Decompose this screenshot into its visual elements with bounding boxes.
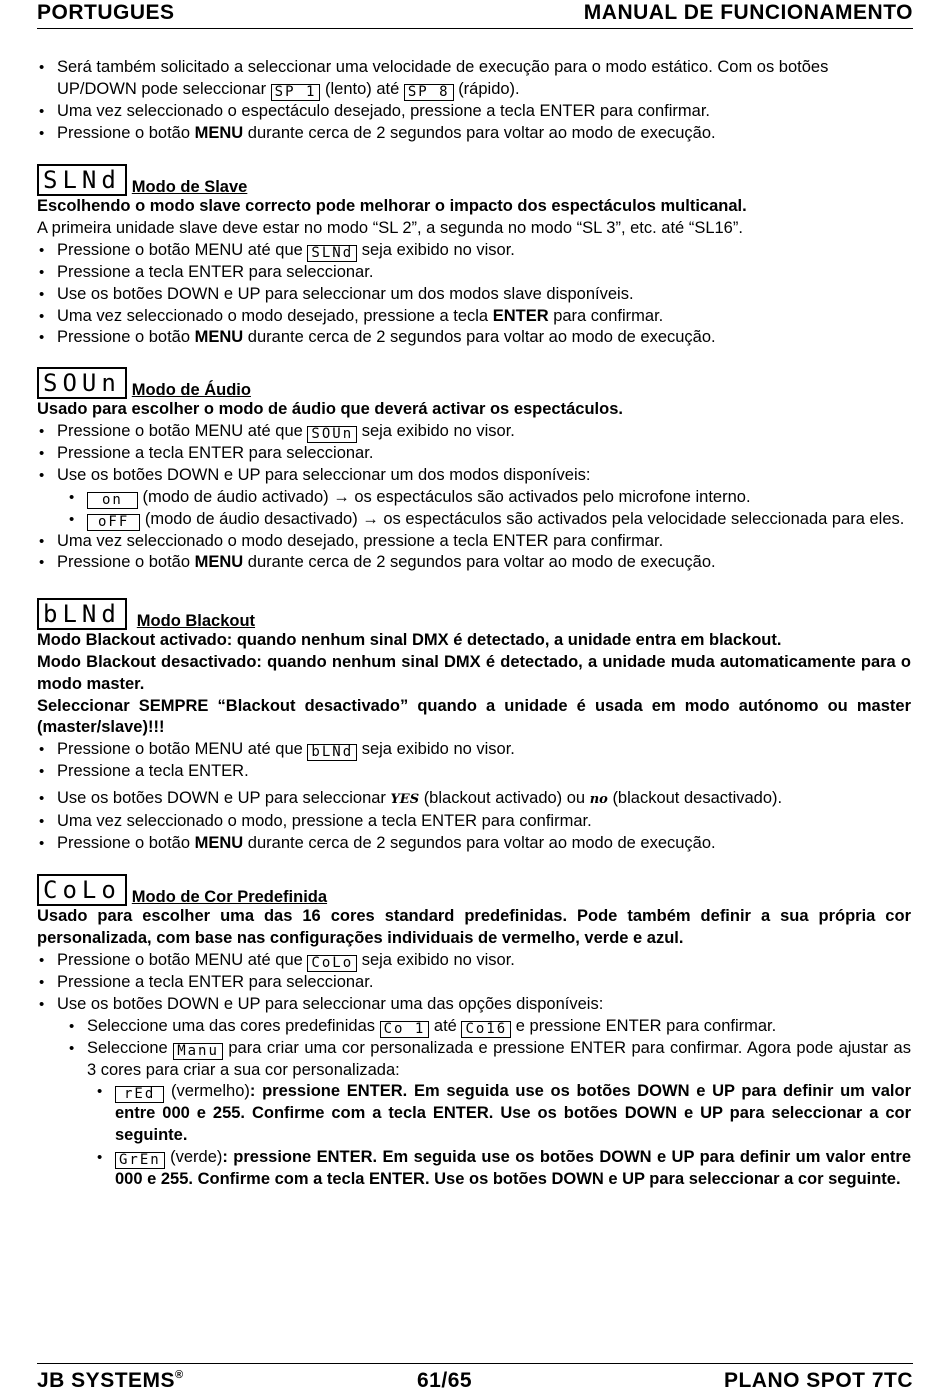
page-footer bbox=[37, 1363, 913, 1398]
list-item: • Pressione o botão MENU durante cerca de 2 segundos para voltar ao modo de execução. bbox=[37, 552, 911, 574]
list-item: • Use os botões DOWN e UP para seleccionar um dos modos disponíveis: bbox=[37, 465, 911, 487]
list-item: • Pressione o botão MENU até que CoLo seja exibido no visor. bbox=[37, 950, 911, 972]
blackout-steps bbox=[37, 739, 911, 854]
list-item: • Será também solicitado a seleccionar uma velocidade de execução para o modo estático. Com os botões UP/DOWN pode seleccionar SP 1 (lento) até SP 8 (rápido). bbox=[37, 57, 911, 101]
lcd-display-icon: CoLo bbox=[307, 955, 357, 972]
list-item: • Uma vez seleccionado o modo, pressione a tecla ENTER para confirmar. bbox=[37, 811, 911, 833]
no-display-text: no bbox=[589, 791, 608, 807]
list-item: • Pressione o botão MENU até que SLNd seja exibido no visor. bbox=[37, 240, 911, 262]
list-item: • Uma vez seleccionado o modo desejado, pressione a tecla ENTER para confirmar. bbox=[37, 306, 911, 328]
section-audio-mode bbox=[37, 367, 911, 574]
list-item: • Use os botões DOWN e UP para seleccionar um dos modos slave disponíveis. bbox=[37, 284, 911, 306]
lcd-display-icon: SOUn bbox=[37, 367, 127, 399]
list-item: • Uma vez seleccionado o modo desejado, pressione a tecla ENTER para confirmar. bbox=[37, 531, 911, 553]
list-item: • Seleccione Manu para criar uma cor personalizada e pressione ENTER para confirmar. Agora pode ajustar as 3 cores para criar a sua cor personalizada: bbox=[67, 1038, 911, 1082]
color-options bbox=[67, 1016, 911, 1082]
lcd-display-icon: bLNd bbox=[37, 598, 127, 630]
section-description: Modo Blackout activado: quando nenhum sinal DMX é detectado, a unidade entra em blackout. bbox=[37, 631, 782, 650]
list-item: • Pressione o botão MENU durante cerca de 2 segundos para voltar ao modo de execução. bbox=[37, 833, 911, 855]
header-manual-title: MANUAL DE FUNCIONAMENTO bbox=[583, 1, 913, 24]
header-language: PORTUGUES bbox=[37, 1, 175, 24]
list-item: • Pressione o botão MENU durante cerca de 2 segundos para voltar ao modo de execução. bbox=[37, 123, 911, 145]
yes-display-text: YES bbox=[390, 791, 420, 807]
section-description: Usado para escolher o modo de áudio que deverá activar os espectáculos. bbox=[37, 400, 623, 419]
lcd-display-icon: Manu bbox=[173, 1043, 223, 1060]
lcd-display-icon: GrEn bbox=[115, 1152, 165, 1169]
page-content bbox=[37, 57, 911, 1191]
audio-steps-end bbox=[37, 531, 911, 575]
lcd-display-icon: SLNd bbox=[307, 245, 357, 262]
list-item: • oFF (modo de áudio desactivado) → os espectáculos são activados pela velocidade seleccionada para eles. bbox=[67, 509, 911, 531]
section-description: Usado para escolher uma das 16 cores standard predefinidas. Pode também definir a sua própria cor personalizada, com base nas configurações individuais de vermelho, verde e azul. bbox=[37, 907, 911, 948]
lcd-display-icon: SP 8 bbox=[404, 84, 454, 101]
list-item: • Pressione o botão MENU até que bLNd seja exibido no visor. bbox=[37, 739, 911, 761]
footer-product: PLANO SPOT 7TC bbox=[723, 1369, 913, 1392]
list-item: • Uma vez seleccionado o espectáculo desejado, pressione a tecla ENTER para confirmar. bbox=[37, 101, 911, 123]
section-description: Modo Blackout desactivado: quando nenhum sinal DMX é detectado, a unidade muda automaticamente para o modo master. bbox=[37, 652, 911, 693]
audio-steps bbox=[37, 421, 911, 487]
list-item: • Pressione a tecla ENTER para seleccionar. bbox=[37, 262, 911, 284]
section-blackout-mode bbox=[37, 598, 911, 854]
section-title: Modo Blackout bbox=[136, 612, 256, 631]
section-description: Escolhendo o modo slave correcto pode melhorar o impacto dos espectáculos multicanal. bbox=[37, 197, 747, 216]
intro-list bbox=[37, 57, 911, 144]
list-item: • rEd (vermelho): pressione ENTER. Em seguida use os botões DOWN e UP para definir um valor entre 000 e 255. Confirme com a tecla ENTER. Use os botões DOWN e UP para seleccionar a cor seguinte. bbox=[95, 1081, 911, 1147]
page-header bbox=[37, 0, 913, 29]
list-item: • Pressione a tecla ENTER. bbox=[37, 761, 911, 783]
list-item: • GrEn (verde): pressione ENTER. Em seguida use os botões DOWN e UP para definir um valor entre 000 e 255. Confirme com a tecla ENTER. Use os botões DOWN e UP para seleccionar a cor seguinte. bbox=[95, 1147, 911, 1191]
lcd-display-icon: on bbox=[87, 492, 138, 509]
custom-color-steps bbox=[95, 1081, 911, 1190]
section-title: Modo de Cor Predefinida bbox=[131, 888, 328, 907]
list-item: • Use os botões DOWN e UP para seleccionar YES (blackout activado) ou no (blackout desactivado). bbox=[37, 788, 911, 811]
lcd-display-icon: rEd bbox=[115, 1086, 164, 1103]
audio-options bbox=[67, 487, 911, 531]
section-title: Modo de Áudio bbox=[131, 381, 251, 400]
lcd-display-icon: oFF bbox=[87, 514, 140, 531]
slave-steps bbox=[37, 240, 911, 349]
section-slave-mode bbox=[37, 164, 911, 349]
list-item: • on (modo de áudio activado) → os espectáculos são activados pelo microfone interno. bbox=[67, 487, 911, 509]
lcd-display-icon: bLNd bbox=[307, 744, 357, 761]
lcd-display-icon: SOUn bbox=[307, 426, 357, 443]
list-item: • Pressione o botão MENU até que SOUn seja exibido no visor. bbox=[37, 421, 911, 443]
list-item: • Seleccione uma das cores predefinidas Co 1 até Co16 e pressione ENTER para confirmar. bbox=[67, 1016, 911, 1038]
lcd-display-icon: Co16 bbox=[461, 1021, 511, 1038]
list-item: • Use os botões DOWN e UP para seleccionar uma das opções disponíveis: bbox=[37, 994, 911, 1016]
section-heading bbox=[37, 598, 911, 630]
section-color-mode bbox=[37, 874, 911, 1190]
footer-brand: JB SYSTEMS® bbox=[37, 1369, 184, 1392]
lcd-display-icon: SP 1 bbox=[271, 84, 321, 101]
section-note: A primeira unidade slave deve estar no modo “SL 2”, a segunda no modo “SL 3”, etc. até “SL16”. bbox=[37, 219, 743, 238]
section-heading bbox=[37, 367, 911, 399]
lcd-display-icon: Co 1 bbox=[380, 1021, 430, 1038]
section-heading bbox=[37, 874, 911, 906]
section-warning: Seleccionar SEMPRE “Blackout desactivado” quando a unidade é usada em modo autónomo ou master (master/slave)!!! bbox=[37, 696, 911, 737]
lcd-display-icon: CoLo bbox=[37, 874, 127, 906]
section-heading bbox=[37, 164, 911, 196]
list-item: • Pressione a tecla ENTER para seleccionar. bbox=[37, 443, 911, 465]
lcd-display-icon: SLNd bbox=[37, 164, 127, 196]
page-number: 61/65 bbox=[417, 1369, 473, 1392]
list-item: • Pressione o botão MENU durante cerca de 2 segundos para voltar ao modo de execução. bbox=[37, 327, 911, 349]
section-title: Modo de Slave bbox=[131, 178, 248, 197]
color-steps bbox=[37, 950, 911, 1016]
list-item: • Pressione a tecla ENTER para seleccionar. bbox=[37, 972, 911, 994]
